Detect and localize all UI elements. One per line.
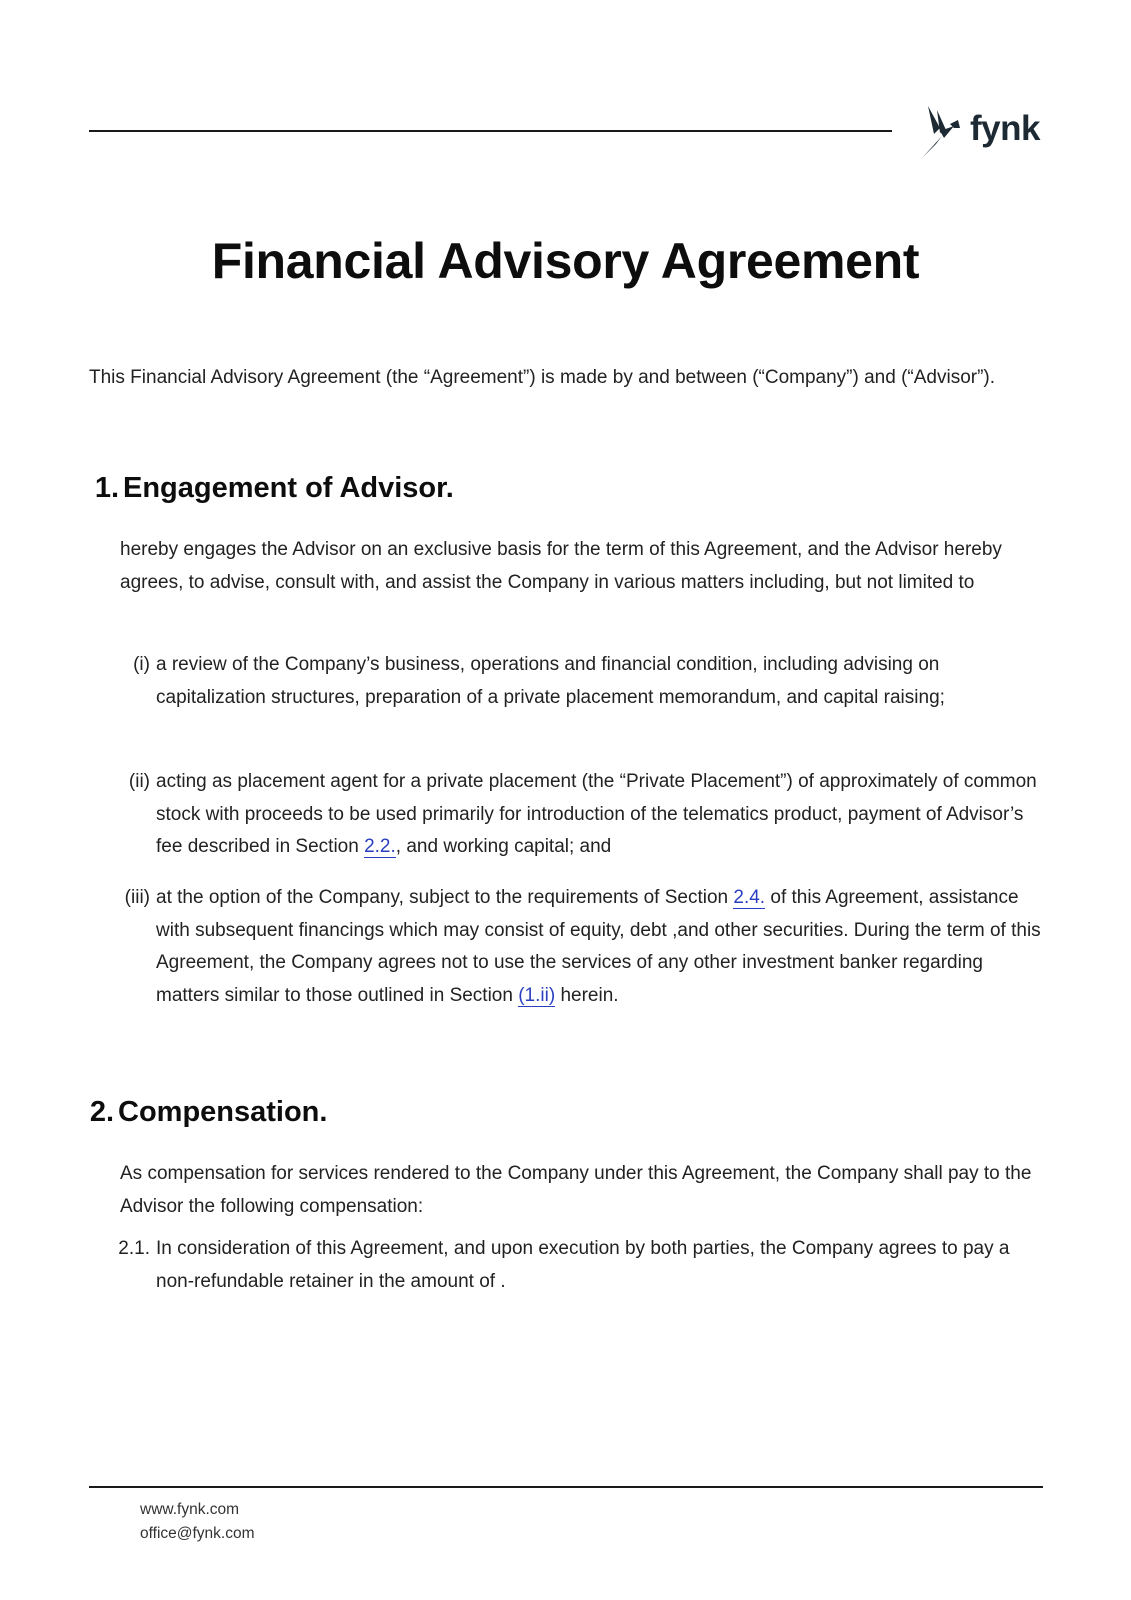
list-item-number: (ii)	[128, 771, 150, 792]
list-item	[100, 766, 1050, 864]
section-1-number: 1.	[94, 472, 119, 504]
section-1-title: Engagement of Advisor.	[123, 472, 454, 504]
document-title: Financial Advisory Agreement	[211, 233, 920, 289]
section-1-ii-link[interactable]: (1.ii)	[518, 984, 556, 1006]
list-item	[100, 649, 1050, 714]
intro-paragraph: This Financial Advisory Agreement (the “Agreement”) is made by and between (“Company”) and (“Advisor”).	[89, 367, 996, 388]
list-item-number: (i)	[133, 654, 150, 675]
section-1-heading	[89, 472, 454, 505]
section-2-paragraph: As compensation for services rendered to the Company under this Agreement, the Company shall pay to the Advisor the following compensation:	[120, 1163, 1032, 1217]
section-2-4-link[interactable]: 2.4.	[733, 887, 766, 908]
section-2-2-link[interactable]: 2.2.	[364, 836, 396, 857]
footer-divider	[89, 1486, 1043, 1488]
list-item-text: In consideration of this Agreement, and upon execution by both parties, the Company agrees to pay a non-refundable retainer in the amount of .	[156, 1238, 1010, 1292]
section-2-number: 2.	[89, 1096, 114, 1128]
bird-logo-icon	[920, 104, 974, 160]
footer	[140, 1498, 255, 1546]
list-item-number: (iii)	[124, 887, 150, 908]
section-2-title: Compensation.	[118, 1096, 328, 1128]
footer-website[interactable]: www.fynk.com	[140, 1501, 240, 1518]
list-item-text: acting as placement agent for a private placement (the “Private Placement”) of approximately of common stock with proceeds to be used primarily for introduction of the telematics product, payment of Advisor’s fee described in Section 2.2., and working capital; and	[156, 771, 1037, 857]
list-item-text: a review of the Company’s business, operations and financial condition, including advising on capitalization structures, preparation of a private placement memorandum, and capital raising;	[156, 654, 945, 708]
list-item-text: at the option of the Company, subject to the requirements of Section 2.4. of this Agreement, assistance with subsequent financings which may consist of equity, debt ,and other securities. During the term of this Agreement, the Company agrees not to use the services of any other investment banker regarding matters similar to those outlined in Section (1.ii) herein.	[156, 887, 1041, 1006]
section-1-paragraph: hereby engages the Advisor on an exclusive basis for the term of this Agreement, and the Advisor hereby agrees, to advise, consult with, and assist the Company in various matters including, but not limited to	[120, 539, 1002, 593]
list-item-number: 2.1.	[118, 1238, 150, 1259]
list-item	[100, 882, 1050, 1012]
list-item	[100, 1233, 1050, 1298]
logo-wordmark: fynk	[970, 109, 1040, 148]
section-2-heading	[84, 1096, 327, 1129]
header-divider	[89, 130, 892, 132]
footer-email[interactable]: office@fynk.com	[140, 1525, 255, 1542]
fynk-logo	[920, 104, 1050, 160]
